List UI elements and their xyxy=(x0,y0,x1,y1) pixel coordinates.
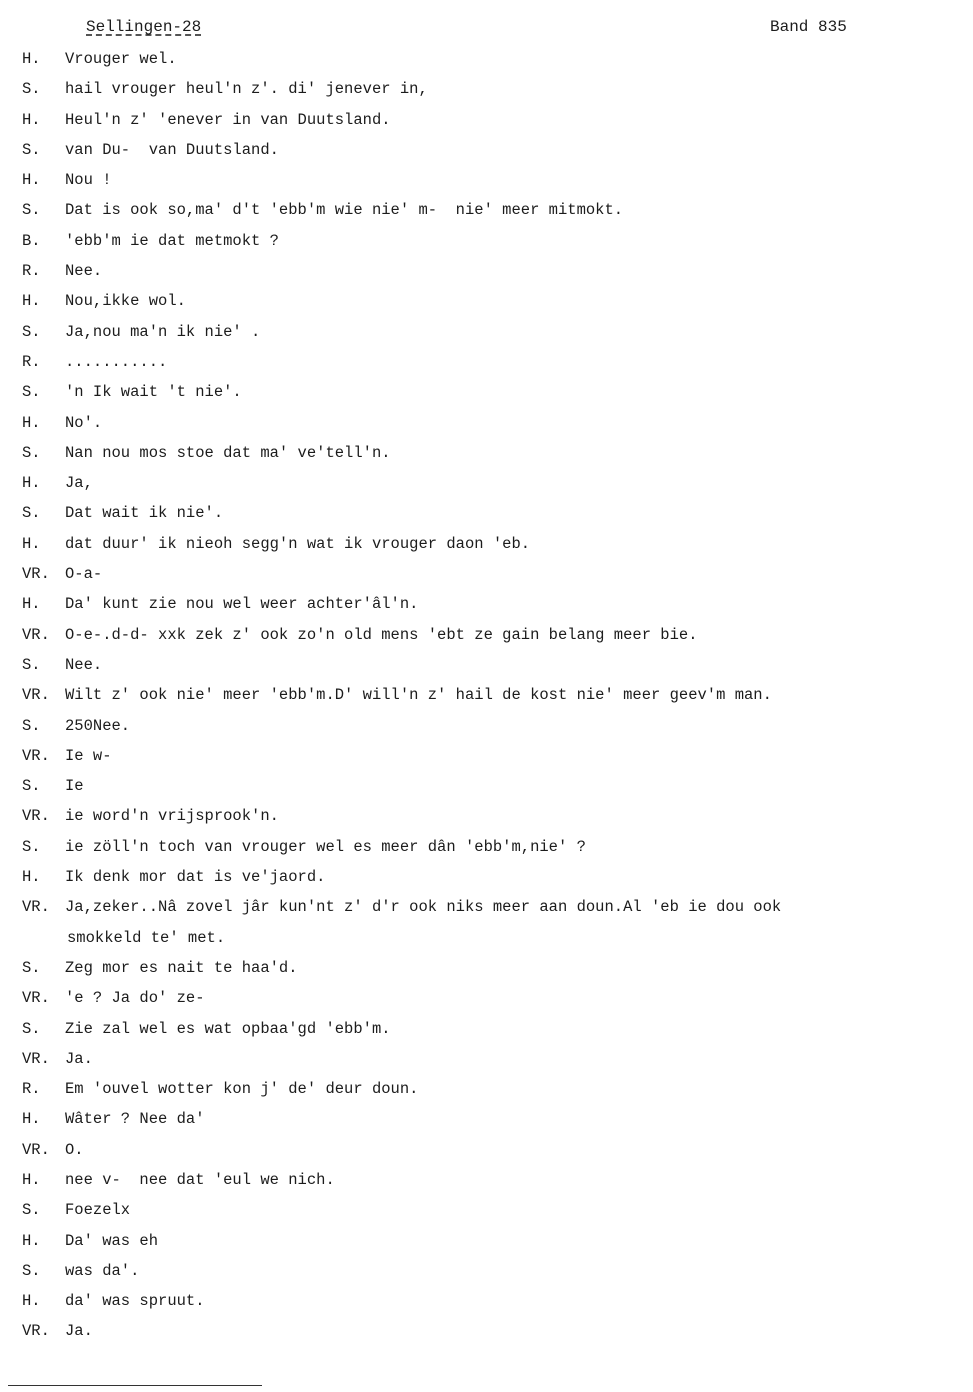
transcript-line xyxy=(0,1261,973,1294)
speaker-label: H. xyxy=(22,292,41,311)
speaker-label: H. xyxy=(22,110,41,129)
speaker-label: VR. xyxy=(22,898,50,917)
speaker-label: H. xyxy=(22,534,41,553)
utterance-text: da' was spruut. xyxy=(65,1292,205,1311)
transcript-line xyxy=(0,385,973,415)
utterance-text: Ja. xyxy=(65,1322,93,1341)
utterance-text: Nou ! xyxy=(65,171,112,190)
speaker-label: VR. xyxy=(22,686,50,705)
utterance-text: nee v- nee dat 'eul we nich. xyxy=(65,1170,335,1189)
speaker-label: S. xyxy=(22,716,41,735)
speaker-label: H. xyxy=(22,595,41,614)
transcript-line xyxy=(0,52,973,82)
speaker-label: S. xyxy=(22,1261,41,1280)
utterance-text: 'n Ik wait 't nie'. xyxy=(65,383,242,402)
utterance-text: O-a- xyxy=(65,565,103,584)
utterance-text: 'ebb'm ie dat metmokt ? xyxy=(65,231,279,250)
transcript-line xyxy=(0,173,973,203)
speaker-label: S. xyxy=(22,201,41,220)
transcript-line xyxy=(0,1019,973,1052)
utterance-text: Ja, xyxy=(65,474,93,493)
band-number: Band 835 xyxy=(770,18,847,36)
utterance-text: 250Nee. xyxy=(65,716,131,735)
utterance-text: Ie xyxy=(65,777,84,796)
utterance-text: Heul'n z' 'enever in van Duutsland. xyxy=(65,110,391,129)
speaker-label: H. xyxy=(22,50,41,68)
utterance-text: 'e ? Ja do' ze- xyxy=(65,989,205,1008)
speaker-label: H. xyxy=(22,1110,41,1129)
speaker-label: R. xyxy=(22,352,41,371)
transcript-line xyxy=(0,1170,973,1203)
transcript-line xyxy=(0,958,973,991)
utterance-text: Da' kunt zie nou wel weer achter'âl'n. xyxy=(65,595,419,614)
transcript-line xyxy=(0,82,973,112)
transcript-line xyxy=(0,1203,973,1233)
transcript-line xyxy=(0,110,973,143)
transcript-line xyxy=(0,443,973,476)
utterance-text: hail vrouger heul'n z'. di' jenever in, xyxy=(65,80,428,99)
utterance-text: Dat is ook so,ma' d't 'ebb'm wie nie' m- nie' meer mitmokt. xyxy=(65,201,624,220)
utterance-text: van Du- van Duutsland. xyxy=(65,140,279,159)
utterance-text: Em 'ouvel wotter kon j' de' deur doun. xyxy=(65,1080,419,1099)
speaker-label: VR. xyxy=(22,1322,50,1341)
transcript-line xyxy=(0,809,973,839)
transcript-line xyxy=(0,413,973,446)
footer-rule xyxy=(8,1385,262,1386)
transcript-line xyxy=(0,476,973,506)
utterance-text: O. xyxy=(65,1140,84,1159)
transcript-line xyxy=(0,1140,973,1173)
utterance-text: Dat wait ik nie'. xyxy=(65,504,224,523)
transcript-line xyxy=(0,567,973,597)
transcript-line xyxy=(0,870,973,900)
speaker-label: H. xyxy=(22,1231,41,1250)
speaker-label: VR. xyxy=(22,1049,50,1068)
transcript-line xyxy=(0,716,973,749)
speaker-label: S. xyxy=(22,322,41,341)
speaker-label: S. xyxy=(22,1201,41,1220)
transcript-line xyxy=(0,1112,973,1142)
transcript-line xyxy=(0,1049,973,1082)
utterance-text: Foezelx xyxy=(65,1201,131,1220)
utterance-text: Ja,zeker..Nâ zovel jâr kun'nt z' d'r ook niks meer aan doun.Al 'eb ie dou ook xyxy=(65,898,782,917)
transcript-line xyxy=(0,779,973,809)
speaker-label: R. xyxy=(22,262,41,281)
transcript-line xyxy=(0,688,973,718)
utterance-text: O-e-.d-d- xxk zek z' ook zo'n old mens 'ebt ze gain belang meer bie. xyxy=(65,625,698,644)
speaker-label: B. xyxy=(22,231,41,250)
speaker-label: H. xyxy=(22,413,41,432)
speaker-label: S. xyxy=(22,958,41,977)
speaker-label: VR. xyxy=(22,989,50,1008)
utterance-text: dat duur' ik nieoh segg'n wat ik vrouger daon 'eb. xyxy=(65,534,531,553)
transcript-line xyxy=(0,1082,973,1112)
utterance-text: was da'. xyxy=(65,1261,140,1280)
speaker-label: S. xyxy=(22,140,41,159)
utterance-text: ie zöll'n toch van vrouger wel es meer dân 'ebb'm,nie' ? xyxy=(65,837,586,856)
transcript-line xyxy=(0,140,973,173)
speaker-label: S. xyxy=(22,655,41,674)
transcript-line xyxy=(0,900,973,930)
utterance-text: Ja. xyxy=(65,1049,93,1068)
transcript-line xyxy=(0,746,973,779)
transcript-line xyxy=(0,534,973,567)
utterance-text: Vrouger wel. xyxy=(65,50,177,68)
speaker-label: VR. xyxy=(22,565,50,584)
speaker-label: S. xyxy=(22,383,41,402)
utterance-text: No'. xyxy=(65,413,103,432)
speaker-label: S. xyxy=(22,1019,41,1038)
utterance-text: Ja,nou ma'n ik nie' . xyxy=(65,322,261,341)
speaker-label: H. xyxy=(22,868,41,887)
transcript-line xyxy=(0,506,973,536)
utterance-text: Nee. xyxy=(65,655,103,674)
transcript-lines xyxy=(0,52,973,1355)
utterance-text: Wilt z' ook nie' meer 'ebb'm.D' will'n z' hail de kost nie' meer geev'm man. xyxy=(65,686,772,705)
speaker-label: S. xyxy=(22,777,41,796)
speaker-label: S. xyxy=(22,80,41,99)
transcript-line xyxy=(0,928,973,961)
utterance-text: smokkeld te' met. xyxy=(67,928,226,947)
transcript-line xyxy=(0,597,973,627)
transcript-line xyxy=(0,625,973,658)
document-title: Sellingen-28 xyxy=(86,18,202,36)
transcript-line xyxy=(0,203,973,233)
speaker-label: S. xyxy=(22,443,41,462)
utterance-text: Da' was eh xyxy=(65,1231,159,1250)
transcript-line xyxy=(0,655,973,688)
speaker-label: S. xyxy=(22,837,41,856)
speaker-label: H. xyxy=(22,1292,41,1311)
speaker-label: H. xyxy=(22,171,41,190)
utterance-text: Ie w- xyxy=(65,746,112,765)
transcript-line xyxy=(0,1324,973,1354)
utterance-text: Nee. xyxy=(65,262,103,281)
utterance-text: Zie zal wel es wat opbaa'gd 'ebb'm. xyxy=(65,1019,391,1038)
speaker-label: VR. xyxy=(22,807,50,826)
speaker-label: VR. xyxy=(22,625,50,644)
transcript-line xyxy=(0,1231,973,1264)
utterance-text: Wâter ? Nee da' xyxy=(65,1110,205,1129)
speaker-label: H. xyxy=(22,1170,41,1189)
utterance-text: ........... xyxy=(65,352,168,371)
utterance-text: Ik denk mor dat is ve'jaord. xyxy=(65,868,326,887)
transcript-line xyxy=(0,991,973,1021)
speaker-label: H. xyxy=(22,474,41,493)
utterance-text: ie word'n vrijsprook'n. xyxy=(65,807,279,826)
transcript-line xyxy=(0,231,973,264)
speaker-label: VR. xyxy=(22,746,50,765)
transcript-line xyxy=(0,352,973,385)
utterance-text: Nou,ikke wol. xyxy=(65,292,186,311)
utterance-text: Zeg mor es nait te haa'd. xyxy=(65,958,298,977)
transcript-line xyxy=(0,837,973,870)
speaker-label: S. xyxy=(22,504,41,523)
speaker-label: VR. xyxy=(22,1140,50,1159)
utterance-text: Nan nou mos stoe dat ma' ve'tell'n. xyxy=(65,443,391,462)
transcript-line xyxy=(0,264,973,294)
transcript-line xyxy=(0,322,973,355)
speaker-label: R. xyxy=(22,1080,41,1099)
transcript-line xyxy=(0,1294,973,1324)
transcript-line xyxy=(0,294,973,324)
